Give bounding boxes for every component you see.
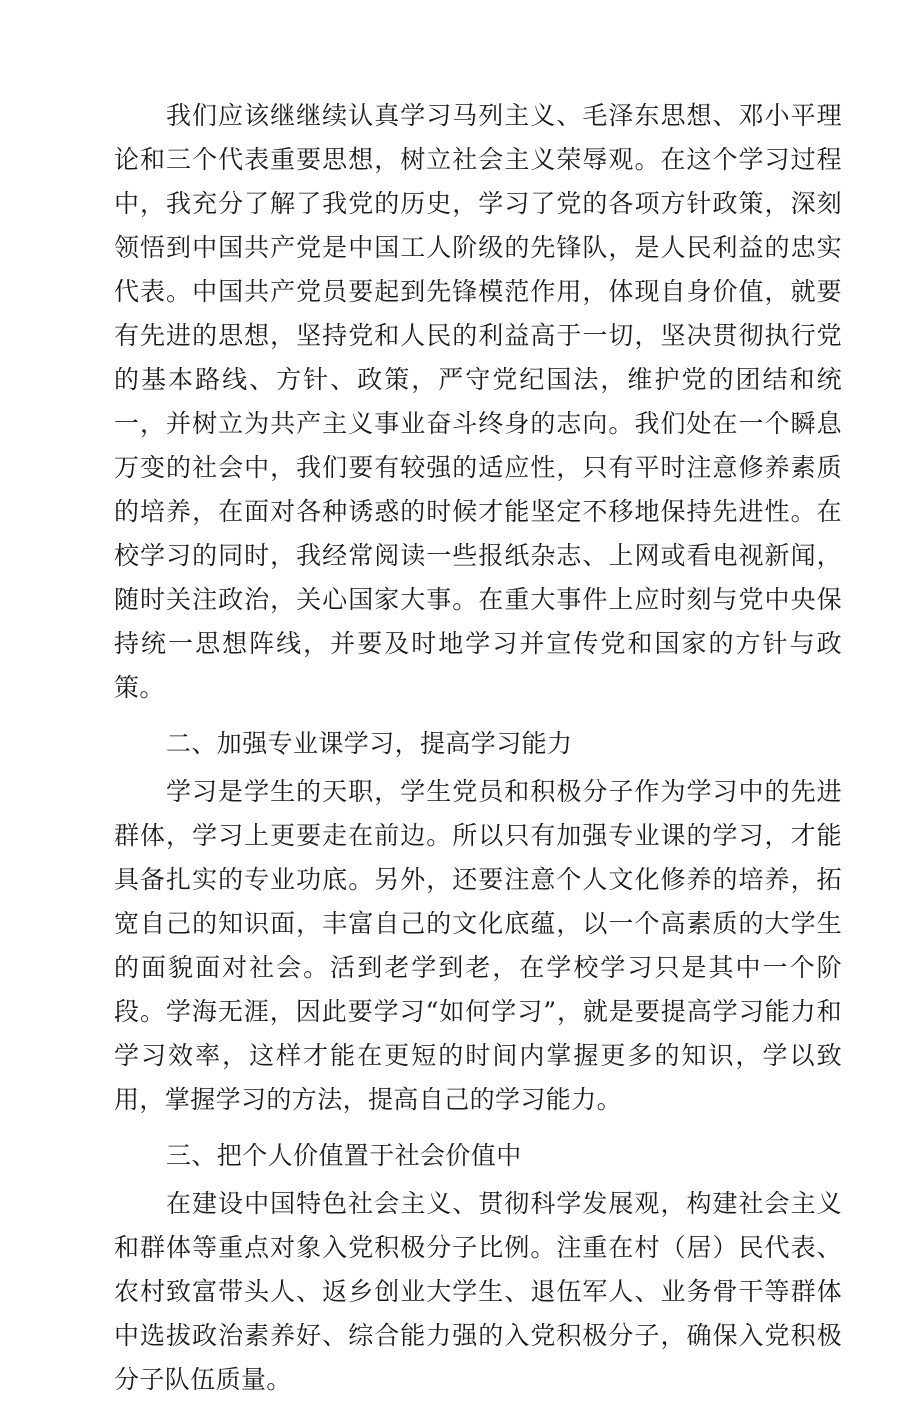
paragraph-1: 我们应该继继续认真学习马列主义、毛泽东思想、邓小平理论和三个代表重要思想，树立社会主义荣辱观。在这个学习过程中，我充分了解了我党的历史，学习了党的各项方针政策，深刻领悟到中国共产党是中国工人阶级的先锋队，是人民利益的忠实代表。中国共产党员要起到先锋模范作用，体现自身价值，就要有先进的思想，坚持党和人民的利益高于一切，坚决贯彻执行党的基本路线、方针、政策，严守党纪国法，维护党的团结和统一，并树立为共产主义事业奋斗终身的志向。我们处在一个瞬息万变的社会中，我们要有较强的适应性，只有平时注意修养素质的培养，在面对各种诱惑的时候才能坚定不移地保持先进性。在校学习的同时，我经常阅读一些报纸杂志、上网或看电视新闻，随时关注政治，关心国家大事。在重大事件上应时刻与党中央保持统一思想阵线，并要及时地学习并宣传党和国家的方针与政策。 [114,101,842,702]
document-page [114,94,842,1402]
paragraph-3: 在建设中国特色社会主义、贯彻科学发展观，构建社会主义和群体等重点对象入党积极分子比例。注重在村（居）民代表、农村致富带头人、返乡创业大学生、退伍军人、业务骨干等群体中选拔政治素养好、综合能力强的入党积极分子，确保入党积极分子队伍质量。 [114,1189,842,1394]
section-heading-2: 二、加强专业课学习，提高学习能力 [166,729,573,758]
section-heading-3: 三、把个人价值置于社会价值中 [166,1141,522,1170]
paragraph-2: 学习是学生的天职，学生党员和积极分子作为学习中的先进群体，学习上更要走在前边。所以只有加强专业课的学习，才能具备扎实的专业功底。另外，还要注意个人文化修养的培养，拓宽自己的知识面，丰富自己的文化底蕴，以一个高素质的大学生的面貌面对社会。活到老学到老，在学校学习只是其中一个阶段。学海无涯，因此要学习“如何学习”，就是要提高学习能力和学习效率，这样才能在更短的时间内掌握更多的知识，学以致用，掌握学习的方法，提高自己的学习能力。 [114,777,842,1114]
